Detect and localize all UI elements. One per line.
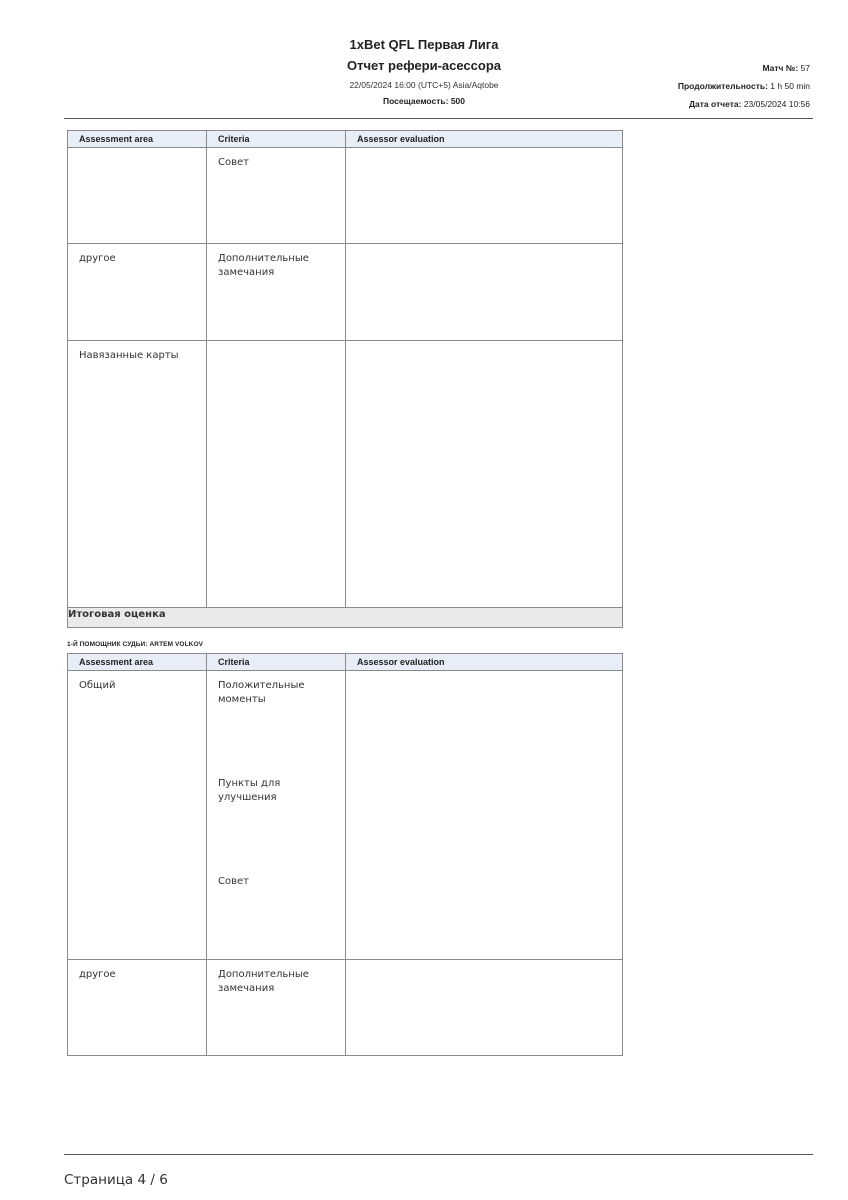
evaluation-cell: [346, 960, 623, 1056]
final-score-label: Итоговая оценка: [68, 608, 623, 628]
page-number: Страница 4 / 6: [64, 1172, 168, 1188]
evaluation-cell: [346, 671, 623, 960]
table-header-row: [68, 654, 623, 671]
column-header-criteria: Criteria: [207, 131, 346, 148]
attendance-label: Посещаемость:: [382, 96, 449, 106]
criteria-cell: [207, 671, 346, 960]
evaluation-text: [346, 341, 622, 349]
column-header-area: Assessment area: [68, 654, 207, 671]
report-subtitle: Отчет рефери-асессора: [346, 58, 502, 73]
area-cell: [68, 148, 207, 244]
report-date-label: Дата отчета:: [688, 99, 742, 109]
table-row: [68, 148, 623, 244]
area-cell: [68, 671, 207, 960]
match-number-label: Матч №:: [762, 63, 799, 73]
duration: [678, 81, 810, 91]
final-score-row: [68, 608, 623, 628]
table-row: [68, 244, 623, 341]
header-divider: [64, 118, 813, 119]
evaluation-text: [346, 960, 622, 968]
column-header-evaluation: Assessor evaluation: [346, 654, 623, 671]
criteria-text: Совет: [218, 157, 249, 168]
duration-value: 1 h 50 min: [770, 81, 810, 91]
assessment-table-1: [67, 130, 623, 628]
table-row: [68, 671, 623, 960]
report-date-value: 23/05/2024 10:56: [743, 99, 810, 109]
criteria-cell: [207, 341, 346, 608]
table-row: [68, 960, 623, 1056]
criteria-text: Положительные моменты: [218, 680, 305, 705]
evaluation-text: [346, 671, 622, 679]
criteria-cell: [207, 960, 346, 1056]
evaluation-cell: [346, 148, 623, 244]
criteria-text: Дополнительные замечания: [218, 969, 309, 994]
criteria-cell: [207, 148, 346, 244]
area-text: [68, 148, 206, 156]
area-cell: [68, 341, 207, 608]
attendance-value: 500: [450, 96, 466, 106]
report-title: 1xBet QFL Первая Лига: [349, 37, 499, 52]
area-text: Общий: [79, 680, 116, 691]
area-text: другое: [79, 253, 116, 264]
criteria-text: Дополнительные замечания: [218, 253, 309, 278]
column-header-area: Assessment area: [68, 131, 207, 148]
column-header-evaluation: Assessor evaluation: [346, 131, 623, 148]
evaluation-cell: [346, 341, 623, 608]
table-header-row: [68, 131, 623, 148]
criteria-cell: [207, 244, 346, 341]
table-row: [68, 341, 623, 608]
match-number-value: 57: [800, 63, 810, 73]
match-datetime: 22/05/2024 16:00 (UTC+5) Asia/Aqtobe: [349, 80, 499, 90]
area-cell: [68, 244, 207, 341]
duration-label: Продолжительность:: [677, 81, 768, 91]
criteria-text: Пункты для улучшения: [218, 778, 281, 803]
criteria-text: [207, 341, 345, 349]
evaluation-cell: [346, 244, 623, 341]
match-number: [762, 63, 810, 73]
evaluation-text: [346, 148, 622, 156]
area-text: другое: [79, 969, 116, 980]
report-date: [689, 99, 810, 109]
evaluation-text: [346, 244, 622, 252]
column-header-criteria: Criteria: [207, 654, 346, 671]
section-assistant-referee-label: 1-Й ПОМОЩНИК СУДЬИ: ARTEM VOLKOV: [67, 641, 204, 648]
assessment-table-2: [67, 653, 623, 1056]
area-text: Навязанные карты: [79, 350, 179, 361]
criteria-text: Совет: [218, 876, 249, 887]
area-cell: [68, 960, 207, 1056]
footer-divider: [64, 1154, 813, 1155]
